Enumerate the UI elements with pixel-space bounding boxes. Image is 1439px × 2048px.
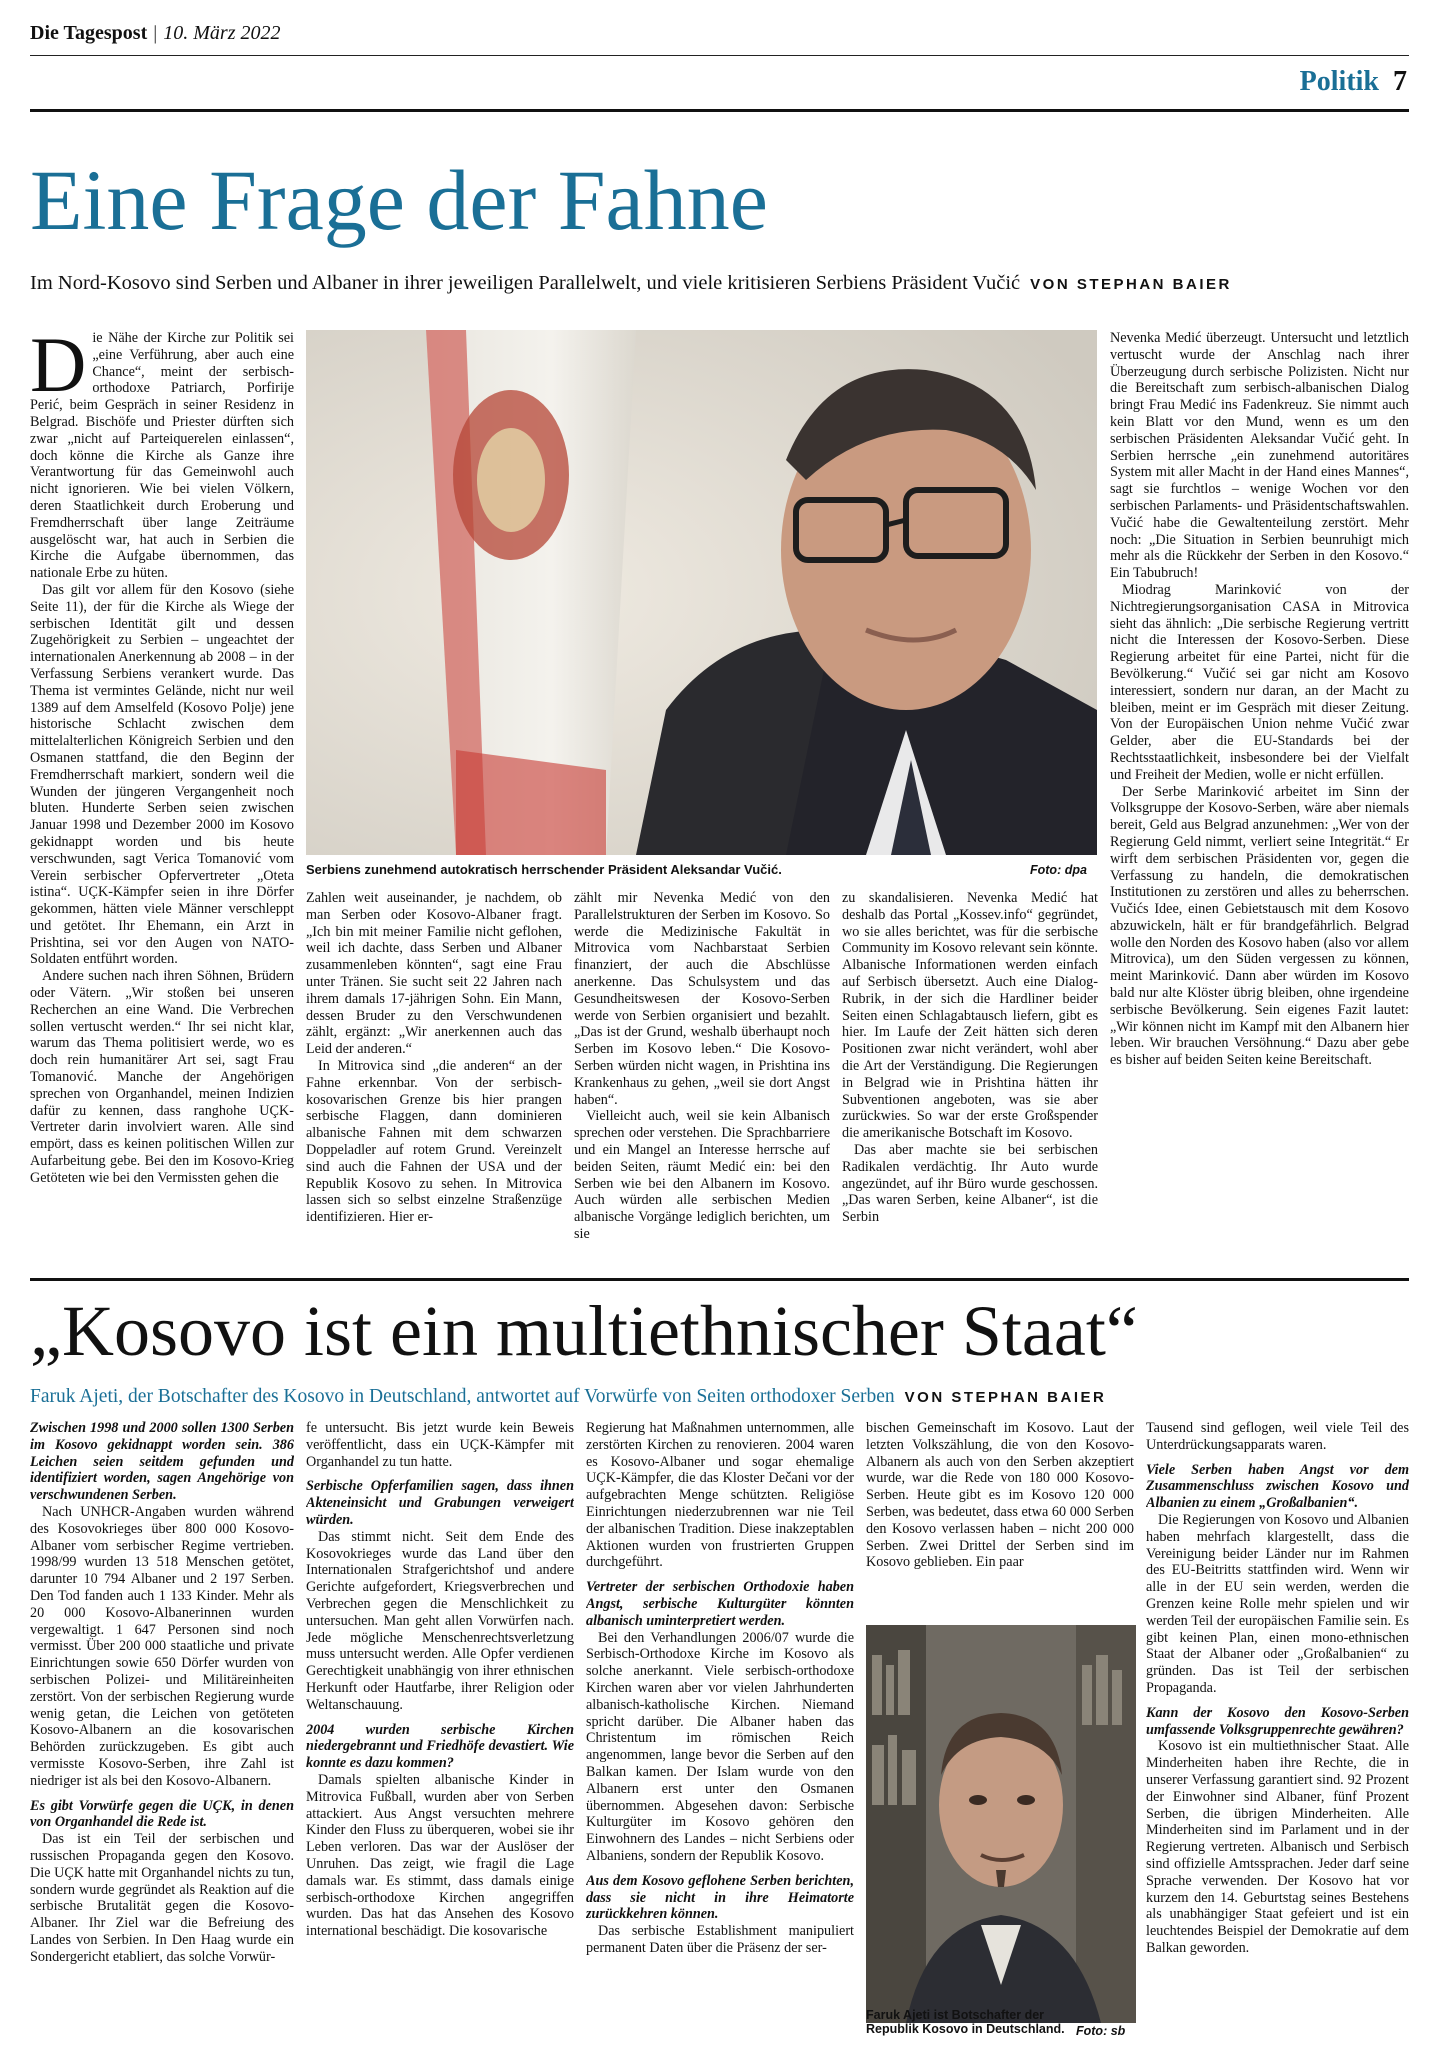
interview-answer: Kosovo ist ein multiethnischer Staat. Alle Minderheiten haben ihre Rechte, die in unserer Verfassung garantiert sind. 92 Prozent der Einwohner sind Albaner, fünf Prozent Serben, die übrigen Minderheiten. Alle Minderheiten sind im Parlament und in der Regierung vertreten. Albanisch und Serbisch sind offizielle Amtssprachen. Jeder darf seine Sprache verwenden. Der Kosovo hat vor kurzem den 14. Geburtstag seines Bestehens als unabhängiger Staat gefeiert und ist ein leuchtendes Beispiel der Demokratie auf dem Balkan geworden. [1146, 1738, 1409, 1956]
article1-subtitle [30, 272, 1232, 295]
ajeti-photo-image [866, 1625, 1136, 2023]
masthead-separator: | [153, 22, 158, 44]
article2-subtitle-text: Faruk Ajeti, der Botschafter des Kosovo in Deutschland, antwortet auf Vorwürfe von Seiten orthodoxer Serben [30, 1386, 895, 1407]
article2-column-4 [866, 1420, 1134, 1615]
paragraph: Das aber machte sie bei serbischen Radikalen verdächtig. Ihr Auto wurde angezündet, auf ihr Büro wurde geschossen. „Das waren Serben, keine Albaner“, ist die Serbin [842, 1141, 1098, 1226]
article1-byline: VON STEPHAN BAIER [1030, 276, 1232, 293]
paragraph: Das gilt vor allem für den Kosovo (siehe Seite 11), der für die Kirche als Wiege der serbischen Identität gilt und dessen Zugehörigkeit zu Serbien – ungeachtet der internationalen Anerkennung ab 2008 – in der Verfassung Serbiens verankert wurde. Das Thema ist vermintes Gelände, nicht nur weil 1389 auf dem Amselfeld (Kosovo Polje) jene historische Schlacht zwischen dem mittelalterlichen Königreich Serbien und den Osmanen stattfand, die den Beginn der Fremdherrschaft markiert, sondern weil die Wunden der jüngeren Vergangenheit noch bluten. Hunderte Serben seien zwischen Januar 1998 und Dezember 2000 im Kosovo gekidnappt worden und bis heute verschwunden, sagt Verica Tomanović vom Verein serbischer Opfervertreter „Oteta istina“. UÇK-Kämpfer seien in ihre Dörfer gekommen, hätten viele Männer verschleppt und getötet. Ihr Ehemann, ein Arzt in Prishtina, sei vor den Augen von NATO-Soldaten entführt worden. [30, 581, 294, 968]
issue-date: 10. März 2022 [163, 22, 281, 44]
section-name: Politik [1299, 66, 1379, 97]
article1-column-5 [1110, 330, 1409, 1255]
interview-question: Aus dem Kosovo geflohene Serben berichten, dass sie nicht in ihre Heimatorte zurückkehren können. [586, 1872, 854, 1923]
publication-name: Die Tagespost [30, 22, 148, 44]
paragraph: zählt mir Nevenka Medić von den Parallelstrukturen der Serben im Kosovo. So werde die Medizinische Fakultät in Mitrovica vom Nachbarstaat Serbien finanziert, der auch die Abschlüsse anerkenne. Das Schulsystem und das Gesundheitswesen der Kosovo-Serben werde von Serbien organisiert und bezahlt. „Das ist der Grund, weshalb überhaupt noch Serben im Kosovo leben.“ Die Kosovo-Serben würden nicht wagen, in Prishtina ins Krankenhaus zu gehen, „weil sie dort Angst haben“. [574, 890, 830, 1108]
paragraph: Zahlen weit auseinander, je nachdem, ob man Serben oder Kosovo-Albaner fragt. „Ich bin mit meiner Familie nicht geflohen, weil ich dachte, dass Serben und Albaner zusammenleben könnten“, sagt eine Frau unter Tränen. Sie sucht seit 22 Jahren nach ihrem damals 17-jährigen Sohn. Ein Mann, dessen Bruder zu den Verschwundenen zählt, ergänzt: „Wir anerkennen auch das Leid der anderen.“ [306, 890, 562, 1058]
paragraph: Vielleicht auch, weil sie kein Albanisch sprechen oder verstehen. Die Sprachbarriere und ein Mangel an Interesse herrsche auf beiden Seiten, räumt Medić ein: bei den Serben wie bei den Albanern im Kosovo. Auch würden alle serbischen Medien albanische Vorgänge lediglich berichten, um sie [574, 1108, 830, 1242]
interview-answer: Das ist ein Teil der serbischen und russischen Propaganda gegen den Kosovo. Die UÇK hatte mit Organhandel nichts zu tun, sondern wurde gegründet als Reaktion auf die serbische Brutalität gegen die Kosovo-Albaner. Ihr Ziel war die Befreiung des Landes von Serbien. In Den Haag wurde ein Sondergericht etabliert, das solche Vorwür- [30, 1831, 294, 1965]
article1-dropcap: D [30, 330, 87, 408]
vucic-photo [306, 330, 1097, 855]
paragraph: Der Serbe Marinković arbeitet im Sinn der Volksgruppe der Kosovo-Serben, wäre aber niemals bereit, Geld aus Belgrad anzunehmen: „Wer von der Regierung Geld nimmt, verliert seine Integrität.“ Er wirft dem serbischen Präsidenten vor, gegen die Verfassung zu handeln, die demokratischen Institutionen zu zerstören und alles zu beherrschen. Vučićs Idee, einen Gebietstausch mit dem Kosovo abzuwickeln, hält er für brandgefährlich. Belgrad wolle den Norden des Kosovo haben (also vor allem Mitrovica), um den Süden vergessen zu können, meint Marinković. Dann aber würden im Kosovo bald nur alte Klöster übrig bleiben, ohne irgendeine serbische Bevölkerung. Sein eigenes Fazit lautet: „Wir können nicht im Kampf mit den Albanern hier leben. Wir brauchen Versöhnung.“ Dazu aber gebe es bisher auf beiden Seiten keine Bereitschaft. [1110, 783, 1409, 1069]
paragraph: Miodrag Marinković von der Nichtregierungsorganisation CASA in Mitrovica sieht das ähnlich: „Die serbische Regierung vertritt nicht die Interessen der Kosovo-Serben. Diese Regierung arbeitet für eine Partei, nicht für die Bevölkerung.“ Vučić sei gar nicht am Kosovo interessiert, sondern nur daran, an der Macht zu bleiben, meint er im Gespräch mit dieser Zeitung. Von der Europäischen Union nehme Vučić zwar Gelder, aber die EU-Standards bei der Rechtsstaatlichkeit, insbesondere bei der Vielfalt und Freiheit der Medien, wolle er nicht erfüllen. [1110, 581, 1409, 783]
interview-question: Kann der Kosovo den Kosovo-Serben umfassende Volksgruppenrechte gewähren? [1146, 1704, 1409, 1738]
page-number: 7 [1393, 66, 1407, 97]
interview-answer: Das stimmt nicht. Seit dem Ende des Kosovokrieges wurde das Land über den Internationalen Strafgerichtshof und andere Gerichte aufgefordert, Kriegsverbrechen und Verbrechen gegen die Menschlichkeit zu untersuchen. Man geht allen Vorwürfen nach. Jede mögliche Menschenrechtsverletzung muss untersucht werden. Alle Opfer verdienen Gerechtigkeit unabhängig von ihrer ethnischen Herkunft oder Hautfarbe, ihrer Religion oder Weltanschauung. [306, 1528, 574, 1713]
interview-question: Viele Serben haben Angst vor dem Zusammenschluss zwischen Kosovo und Albanien zu einem „Großalbanien“. [1146, 1461, 1409, 1512]
header-rule [30, 55, 1409, 56]
article2-column-2 [306, 1420, 574, 2030]
article1-column-4 [842, 890, 1098, 1255]
section-rule [30, 109, 1409, 112]
section-label [1300, 66, 1407, 98]
paragraph: zu skandalisieren. Nevenka Medić hat deshalb das Portal „Kossev.info“ gegründet, wo sie alles berichtet, was für die serbische Community im Kosovo relevant sein könnte. Albanische Informationen werden einfach auf Serbisch übersetzt. Auch eine Dialog-Rubrik, in der sich die Hardliner beider Seiten einen Schlagabtausch liefern, gibt es hier. Im Laufe der Zeit hätten sich deren Positionen zwar nicht verändert, wohl aber die Art der Verständigung. Die Regierungen in Belgrad wie in Prishtina hätten ihr Subventionen angeboten, was sie aber zurückwies. So war der erste Großspender die amerikanische Botschaft im Kosovo. [842, 890, 1098, 1142]
article2-title: „Kosovo ist ein multiethnischer Staat“ [30, 1291, 1138, 1371]
paragraph: ie Nähe der Kirche zur Politik sei „eine Verführung, aber auch eine Chance“, meint der serbisch-orthodoxe Patriarch, Porfirije Perić, beim Gespräch in seiner Residenz in Belgrad. Bischöfe und Priester dürften sich zwar „nicht auf Parteiquerelen einlassen“, doch könne die Kirche als Ganze ihre Verantwortung für das Gemeinwohl auch nicht ignorieren. Wie bei vielen Völkern, deren Staatlichkeit durch Eroberung und Fremdherrschaft über lange Zeiträume ausgelöscht war, hat auch in Serbien die Kirche die Aufgabe übernommen, das nationale Erbe zu hüten. [30, 330, 294, 582]
article1-column-1 [30, 330, 294, 1255]
interview-answer: Damals spielten albanische Kinder in Mitrovica Fußball, wurden aber von Serben attackiert. Aus Angst versuchten mehrere Kinder den Fluss zu überqueren, wobei sie ihr Leben verloren. Das war der Auslöser der Unruhen. Das zeigt, wie fragil die Lage damals war. Es stimmt, dass damals einige serbisch-orthodoxe Kirchen angegriffen wurden. Das hat das Ansehen des Kosovo international beschädigt. Die kosovarische [306, 1771, 574, 1940]
paragraph: Nevenka Medić überzeugt. Untersucht und letztlich vertuscht wurde der Anschlag nach ihrer Überzeugung durch serbische Polizisten. Nicht nur die Bereitschaft zum serbisch-albanischen Dialog bringt Frau Medić ins Fadenkreuz. Sie nimmt auch kein Blatt vor den Mund, wenn es um den serbischen Präsidenten Aleksandar Vučić geht. In Serbien herrsche „ein zunehmend autoritäres System mit aller Macht in der Hand eines Mannes“, sagt sie furchtlos – wenige Wochen vor den serbischen Parlaments- und Präsidentschaftswahlen. Vučić habe die Gewaltenteilung zerstört. Mehr noch: „Die Situation in Serbien beunruhigt mich mehr als die Rückkehr der Serben in den Kosovo.“ Ein Tabubruch! [1110, 330, 1409, 582]
ajeti-photo-credit: Foto: sb [1076, 2024, 1126, 2038]
article-divider [30, 1278, 1409, 1281]
vucic-photo-caption: Serbiens zunehmend autokratisch herrschender Präsident Aleksandar Vučić. [306, 862, 782, 877]
paragraph: Andere suchen nach ihren Söhnen, Brüdern oder Vätern. „Wir stoßen bei unseren Recherchen an eine Wand. Die Verbrechen sollen vertuscht werden.“ Ihr sei nicht klar, warum das Thema politisiert werde, wo es doch rein humanitärer Art sei, sagt Frau Tomanović. Manche der Angehörigen sprechen von Organhandel, meinen Indizien dafür zu kennen, dass ranghohe UÇK-Vertreter darin involviert waren. Alle sind empört, dass es keinen politischen Willen zur Aufarbeitung gebe. Bei den im Kosovo-Krieg Getöteten wie bei den Vermissten gehen die [30, 968, 294, 1186]
interview-answer: Das serbische Establishment manipuliert permanent Daten über die Präsenz der ser- [586, 1923, 854, 1956]
interview-answer: Regierung hat Maßnahmen unternommen, alle zerstörten Kirchen zu renovieren. 2004 waren es Kosovo-Albaner und sogar ehemalige UÇK-Kämpfer, die das Kloster Dečani vor der aufgebrachten Menge schützten. Religiöse Einrichtungen niederzubrennen war nie Teil der albanischen Tradition. Diese inakzeptablen Aktionen wurden von frustrierten Gruppen durchgeführt. [586, 1420, 854, 1571]
article2-column-1 [30, 1420, 294, 2030]
article2-column-3 [586, 1420, 854, 2030]
interview-answer: Die Regierungen von Kosovo und Albanien haben mehrfach klargestellt, dass die Vereinigung beider Länder nur im Rahmen des EU-Beitritts stattfinden wird. Wenn wir alle in der EU sein werden, werden die Grenzen keine Rolle mehr spielen und wir werden Teil der europäischen Familie sein. Es gibt keinen Plan, einen mono-ethnischen Staat der Albaner oder „Großalbanien“ zu gründen. Das ist Teil der serbischen Propaganda. [1146, 1511, 1409, 1696]
article1-subtitle-text: Im Nord-Kosovo sind Serben und Albaner in ihrer jeweiligen Parallelwelt, und viele kritisieren Serbiens Präsident Vučić [30, 272, 1021, 294]
interview-answer: Tausend sind geflogen, weil viele Teil des Unterdrückungsapparats waren. [1146, 1420, 1409, 1453]
interview-question: Serbische Opferfamilien sagen, dass ihnen Akteneinsicht und Grabungen verweigert würden. [306, 1478, 574, 1528]
article1-title: Eine Frage der Fahne [30, 152, 768, 248]
interview-answer: Nach UNHCR-Angaben wurden während des Kosovokrieges über 800 000 Kosovo-Albaner vom serbischer Regime vertrieben. 1998/99 wurden 13 518 Menschen getötet, darunter 10 794 Albaner und 2 197 Serben. Den Tod fanden auch 1 133 Kinder. Mehr als 20 000 Kosovo-Albanerinnen wurden vergewaltigt. 1 647 Personen sind noch vermisst. Über 200 000 staatliche und private Einrichtungen sowie 650 Dörfer wurden von serbischen Polizei- und Militäreinheiten zerstört. Von der serbischen Regierung wurde wenig getan, die Leichen von getöteten Kosovo-Albanern an die kosovarischen Behörden zurückzugeben. Es gibt auch vermisste Kosovo-Serben, ihre Zahl ist niedriger ist als bei den Kosovo-Albanern. [30, 1503, 294, 1789]
vucic-photo-credit: Foto: dpa [1030, 863, 1087, 877]
ajeti-photo-caption: Faruk Ajeti ist Botschafter der Republik Kosovo in Deutschland. [866, 2008, 1065, 2036]
interview-question: Es gibt Vorwürfe gegen die UÇK, in denen von Organhandel die Rede ist. [30, 1797, 294, 1831]
vucic-photo-image [306, 330, 1097, 855]
interview-answer: fe untersucht. Bis jetzt wurde kein Beweis veröffentlicht, dass ein UÇK-Kämpfer mit Organhandel zu tun hatte. [306, 1420, 574, 1470]
interview-question: Zwischen 1998 und 2000 sollen 1300 Serben im Kosovo gekidnappt worden sein. 386 Leichen seien seitdem gefunden und identifiziert worden, sagen Angehörige von verschwundenen Serben. [30, 1420, 294, 1504]
masthead [30, 22, 281, 45]
interview-answer: bischen Gemeinschaft im Kosovo. Laut der letzten Volkszählung, die von den Kosovo-Albanern als auch von den Serben akzeptiert wurde, war die Rede von 180 000 Kosovo-Serben. Heute gibt es im Kosovo 120 000 Serben, was bedeutet, dass etwa 60 000 Serben den Kosovo verlassen haben – nicht 200 000 Serben. Zwei Drittel der Serben sind im Kosovo geblieben. Ein paar [866, 1420, 1134, 1571]
article1-column-2 [306, 890, 562, 1255]
article2-byline: VON STEPHAN BAIER [904, 1389, 1107, 1406]
article2-column-5 [1146, 1420, 1409, 2030]
interview-answer: Bei den Verhandlungen 2006/07 wurde die Serbisch-Orthodoxe Kirche im Kosovo als solche anerkannt. Viele serbisch-orthodoxe Kirchen waren aber vor vielen Jahrhunderten albanisch-katholische Kirchen. Niemand spricht darüber. Die Albaner haben das Christentum im römischen Reich angenommen, lange bevor die Serben auf den Balkan kamen. Der Islam wurde von den Albanern erst unter den Osmanen übernommen. Abgesehen davon: Serbische Kulturgüter im Kosovo gehören den Einwohnern des Landes – nicht Serbiens oder Albaniens, sondern der Republik Kosovo. [586, 1629, 854, 1864]
interview-question: Vertreter der serbischen Orthodoxie haben Angst, serbische Kulturgüter könnten albanisch uminterpretiert werden. [586, 1579, 854, 1629]
interview-question: 2004 wurden serbische Kirchen niedergebrannt und Friedhöfe devastiert. Wie konnte es dazu kommen? [306, 1721, 574, 1772]
article1-column-3 [574, 890, 830, 1255]
paragraph: In Mitrovica sind „die anderen“ an der Fahne erkennbar. Von der serbisch-kosovarischen Grenze bis hier prangen serbische Flaggen, dann dominieren albanische Fahnen mit dem schwarzen Doppeladler auf rotem Grund. Vereinzelt sind auch die Fahnen der USA und der Republik Kosovo zu sehen. In Mitrovica lassen sich so selbst einzelne Straßenzüge identifizieren. Hier er- [306, 1057, 562, 1226]
article2-subtitle [30, 1386, 1106, 1408]
ajeti-photo [866, 1625, 1136, 2023]
